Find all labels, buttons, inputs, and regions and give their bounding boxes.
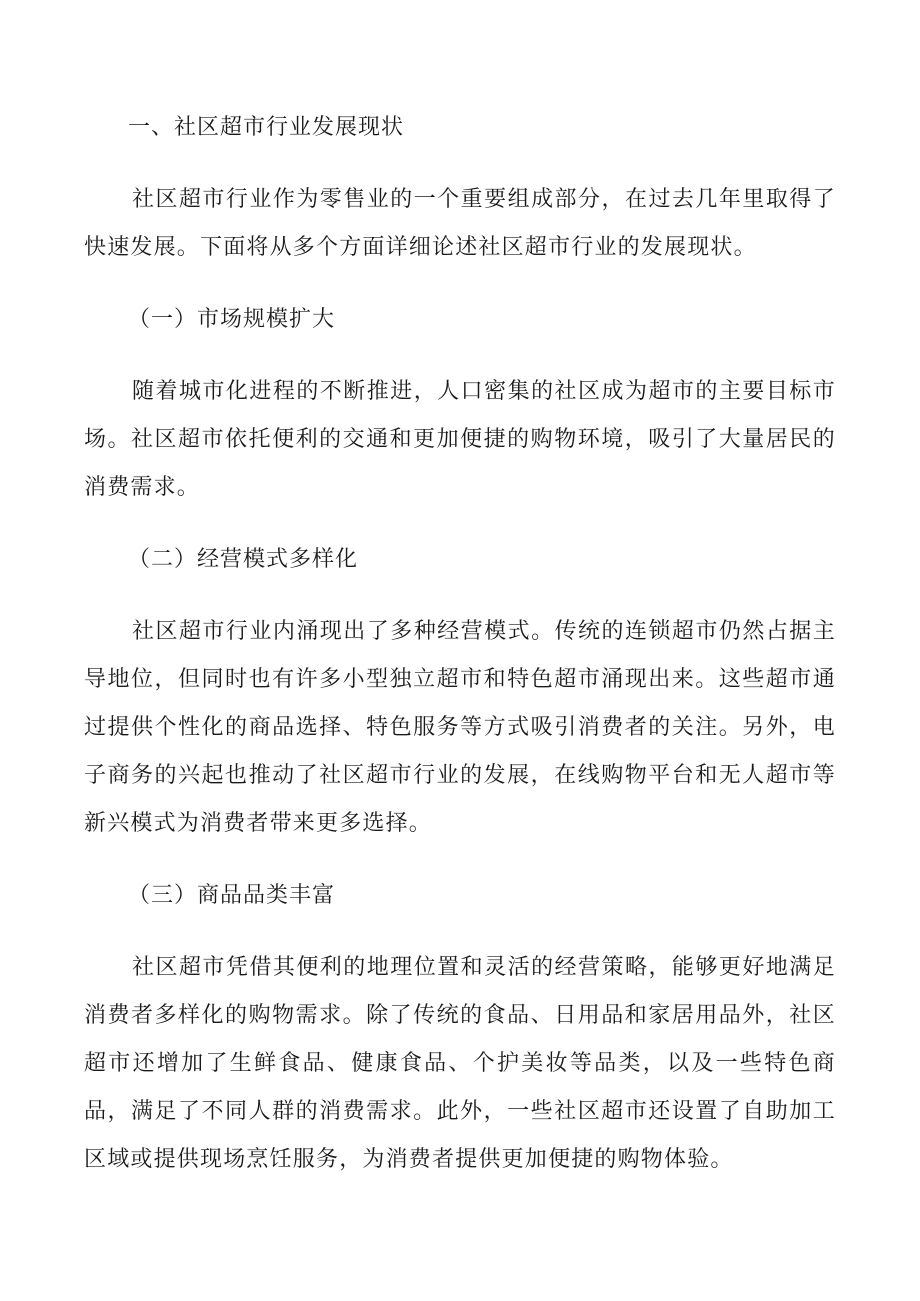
subsection-heading-2: （二）经营模式多样化 bbox=[128, 547, 359, 572]
subsection-heading-3: （三）商品品类丰富 bbox=[128, 883, 336, 908]
subsection-body-3: 社区超市凭借其便利的地理位置和灵活的经营策略，能够更好地满足消费者多样化的购物需求。除了传统的食品、日用品和家居用品外，社区超市还增加了生鲜食品、健康食品、个护美妆等品类，以及一些特色商品，满足了不同人群的消费需求。此外，一些社区超市还设置了自助加工区域或提供现场烹饪服务，为消费者提供更加便捷的购物体验。 bbox=[84, 955, 836, 1172]
subsection-body-2: 社区超市行业内涌现出了多种经营模式。传统的连锁超市仍然占据主导地位，但同时也有许多小型独立超市和特色超市涌现出来。这些超市通过提供个性化的商品选择、特色服务等方式吸引消费者的关注。另外，电子商务的兴起也推动了社区超市行业的发展，在线购物平台和无人超市等新兴模式为消费者带来更多选择。 bbox=[84, 619, 836, 836]
subsection-body-1: 随着城市化进程的不断推进，人口密集的社区成为超市的主要目标市场。社区超市依托便利的交通和更加便捷的购物环境，吸引了大量居民的消费需求。 bbox=[84, 379, 836, 500]
subsection-heading-1: （一）市场规模扩大 bbox=[128, 307, 336, 332]
section-title: 一、社区超市行业发展现状 bbox=[128, 115, 405, 140]
document-body bbox=[84, 104, 836, 1208]
intro-paragraph: 社区超市行业作为零售业的一个重要组成部分，在过去几年里取得了快速发展。下面将从多个方面详细论述社区超市行业的发展现状。 bbox=[84, 187, 836, 260]
